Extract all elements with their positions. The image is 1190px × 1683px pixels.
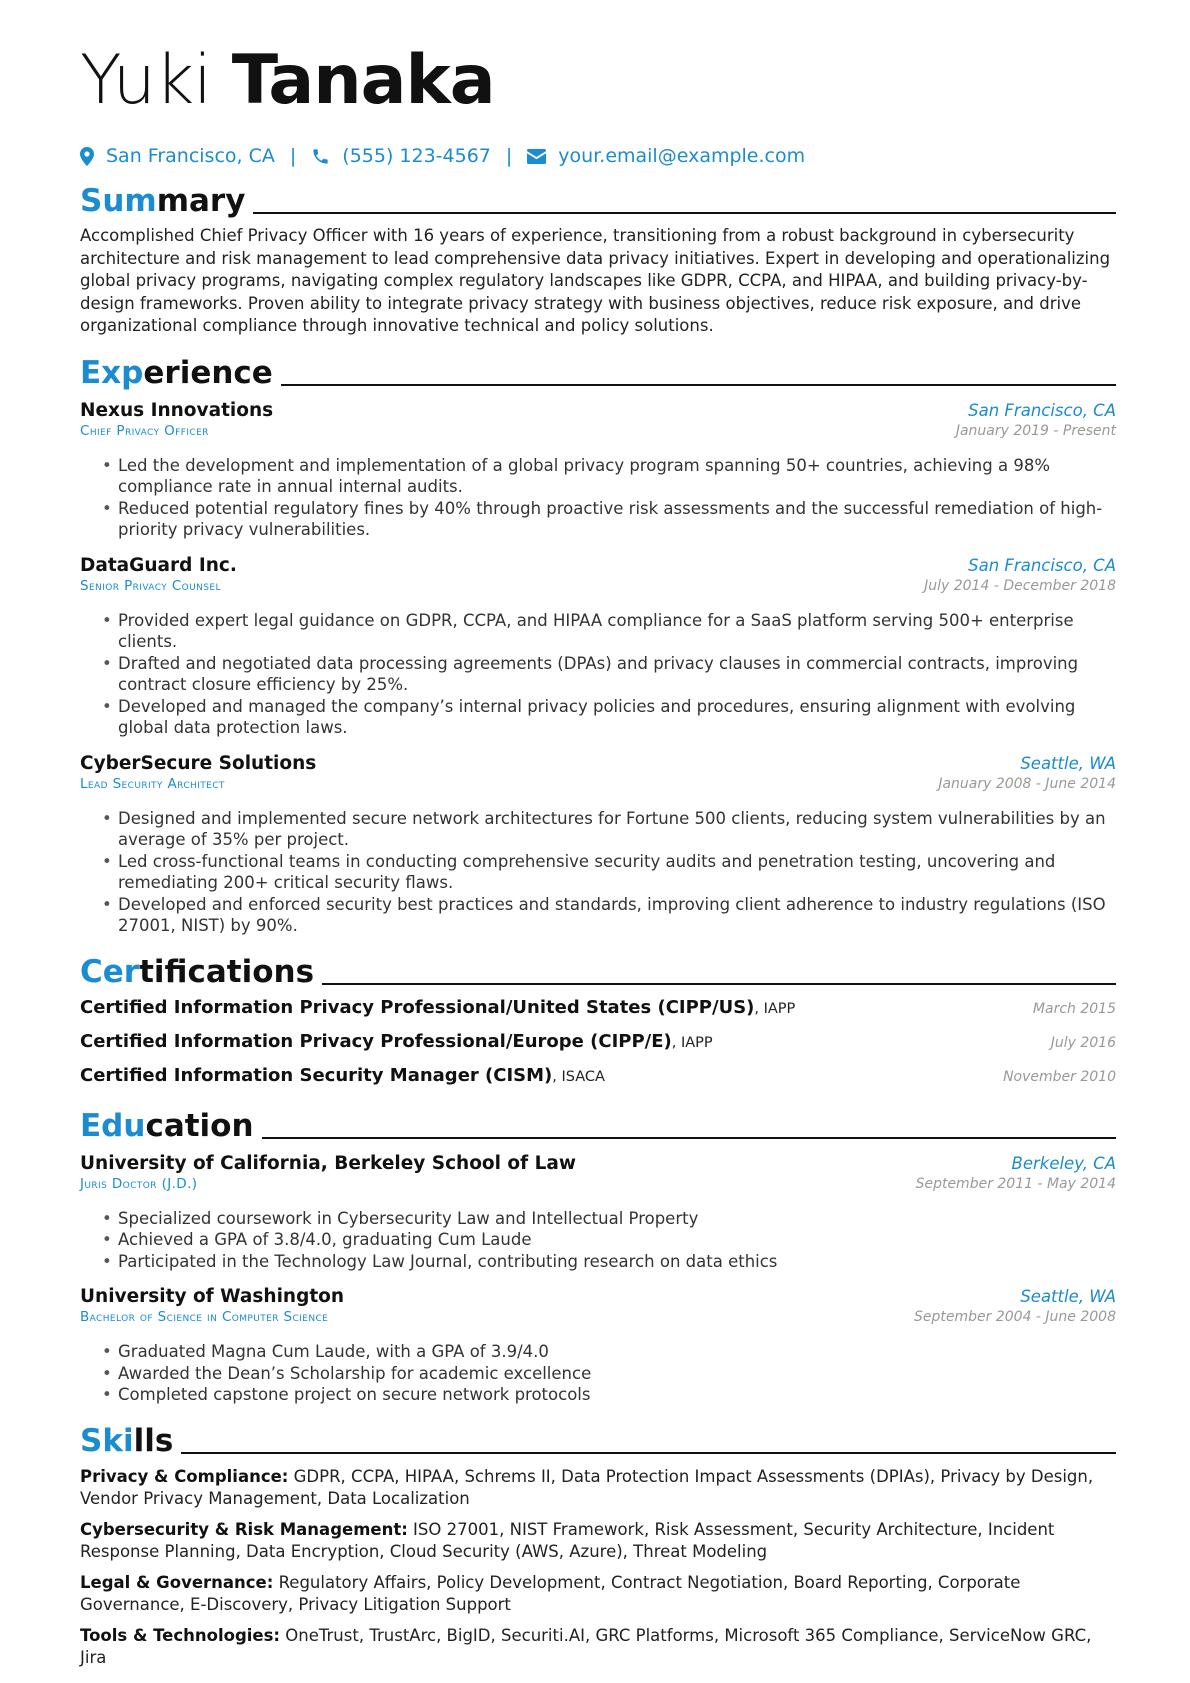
skill-group bbox=[80, 1572, 1116, 1617]
school-name: University of Washington bbox=[80, 1286, 345, 1308]
contact-line bbox=[80, 144, 1116, 168]
certification-list bbox=[80, 997, 1116, 1099]
section-rule bbox=[253, 212, 1116, 214]
section-header-experience bbox=[80, 352, 1116, 392]
skill-group bbox=[80, 1519, 1116, 1564]
entry-dates: September 2004 - June 2008 bbox=[914, 1309, 1116, 1326]
skill-category: Privacy & Compliance: bbox=[80, 1466, 289, 1486]
degree: Bachelor of Science in Computer Science bbox=[80, 1309, 329, 1326]
section-title: Summary bbox=[80, 183, 246, 219]
map-pin-icon bbox=[80, 147, 94, 166]
section-title: Education bbox=[80, 1107, 254, 1144]
certification-date: July 2016 bbox=[1050, 1034, 1116, 1051]
entry-dates: January 2008 - June 2014 bbox=[938, 775, 1116, 792]
last-name: Tanaka bbox=[231, 41, 495, 120]
skills-list bbox=[80, 1466, 1116, 1670]
first-name: Yuki bbox=[80, 41, 212, 120]
experience-entry bbox=[80, 555, 1116, 739]
section-header-summary bbox=[80, 180, 1116, 220]
bullet-list bbox=[80, 1208, 1116, 1273]
certification-date: November 2010 bbox=[1003, 1068, 1116, 1085]
certification-issuer: , IAPP bbox=[754, 1000, 796, 1017]
bullet-item: • Developed and managed the company’s internal privacy policies and procedures, ensuring alignment with evolving global data protection laws. bbox=[80, 696, 1116, 739]
experience-entry bbox=[80, 753, 1116, 937]
job-title: Chief Privacy Officer bbox=[80, 422, 209, 439]
entry-location: Seattle, WA bbox=[1020, 1287, 1116, 1307]
section-header-skills bbox=[80, 1420, 1116, 1460]
bullet-list bbox=[80, 610, 1116, 739]
bullet-list bbox=[80, 808, 1116, 937]
contact-location: San Francisco, CA bbox=[106, 145, 275, 167]
contact-email[interactable]: your.email@example.com bbox=[558, 145, 806, 167]
certification-item bbox=[80, 1065, 1116, 1099]
section-rule bbox=[281, 384, 1116, 386]
skill-items: GDPR, CCPA, HIPAA, Schrems II, Data Protection Impact Assessments (DPIAs), Privacy by Design, Vendor Privacy Management, Data Localization bbox=[80, 1466, 1094, 1509]
education-entry bbox=[80, 1153, 1116, 1273]
phone-icon bbox=[311, 147, 330, 166]
candidate-name bbox=[80, 40, 1116, 122]
entry-dates: July 2014 - December 2018 bbox=[924, 577, 1116, 594]
skill-category: Legal & Governance: bbox=[80, 1572, 274, 1592]
certification-issuer: , ISACA bbox=[552, 1068, 605, 1085]
bullet-list bbox=[80, 455, 1116, 541]
contact-phone[interactable]: (555) 123-4567 bbox=[342, 145, 491, 167]
envelope-icon bbox=[527, 149, 546, 164]
entry-dates: September 2011 - May 2014 bbox=[915, 1175, 1116, 1192]
section-rule bbox=[181, 1452, 1116, 1454]
bullet-item: • Developed and enforced security best practices and standards, improving client adherence to industry regulations (ISO 27001, NIST) by 90%. bbox=[80, 894, 1116, 937]
certification-name: Certified Information Security Manager (CISM) bbox=[80, 1064, 553, 1086]
skill-group bbox=[80, 1625, 1116, 1670]
certification-item bbox=[80, 997, 1116, 1031]
resume-page bbox=[80, 40, 1116, 1670]
section-header-education bbox=[80, 1105, 1116, 1145]
job-title: Senior Privacy Counsel bbox=[80, 577, 221, 594]
section-rule bbox=[262, 1137, 1116, 1139]
certification-issuer: , IAPP bbox=[671, 1034, 713, 1051]
certification-item bbox=[80, 1031, 1116, 1065]
section-header-certifications bbox=[80, 951, 1116, 991]
entry-location: San Francisco, CA bbox=[968, 555, 1116, 575]
bullet-item: • Designed and implemented secure network architectures for Fortune 500 clients, reducing system vulnerabilities by an average of 35% per project. bbox=[80, 808, 1116, 851]
entry-location: San Francisco, CA bbox=[968, 400, 1116, 420]
bullet-item: • Reduced potential regulatory fines by 40% through proactive risk assessments and the successful remediation of high-priority privacy vulnerabilities. bbox=[80, 498, 1116, 541]
employer-name: Nexus Innovations bbox=[80, 399, 274, 421]
bullet-item: • Completed capstone project on secure network protocols bbox=[80, 1384, 1116, 1406]
entry-dates: January 2019 - Present bbox=[955, 422, 1116, 439]
degree: Juris Doctor (J.D.) bbox=[80, 1175, 198, 1192]
certification-name: Certified Information Privacy Professional/United States (CIPP/US) bbox=[80, 996, 755, 1018]
bullet-item: • Graduated Magna Cum Laude, with a GPA of 3.9/4.0 bbox=[80, 1341, 1116, 1363]
skill-category: Cybersecurity & Risk Management: bbox=[80, 1519, 408, 1539]
section-rule bbox=[322, 983, 1116, 985]
entry-location: Berkeley, CA bbox=[1011, 1153, 1116, 1173]
bullet-item: • Drafted and negotiated data processing agreements (DPAs) and privacy clauses in commercial contracts, improving contract closure efficiency by 25%. bbox=[80, 653, 1116, 696]
section-title: Certifications bbox=[80, 953, 315, 990]
bullet-item: • Led cross-functional teams in conducting comprehensive security audits and penetration testing, uncovering and remediating 200+ critical security flaws. bbox=[80, 851, 1116, 894]
skill-items: ISO 27001, NIST Framework, Risk Assessment, Security Architecture, Incident Response Planning, Data Encryption, Cloud Security (AWS, Azure), Threat Modeling bbox=[80, 1519, 1055, 1562]
skill-items: OneTrust, TrustArc, BigID, Securiti.AI, GRC Platforms, Microsoft 365 Compliance, ServiceNow GRC, Jira bbox=[80, 1625, 1092, 1668]
experience-entry bbox=[80, 400, 1116, 541]
bullet-item: • Led the development and implementation of a global privacy program spanning 50+ countries, achieving a 98% compliance rate in annual internal audits. bbox=[80, 455, 1116, 498]
school-name: University of California, Berkeley School of Law bbox=[80, 1152, 576, 1174]
skill-items: Regulatory Affairs, Policy Development, Contract Negotiation, Board Reporting, Corporate Governance, E-Discovery, Privacy Litigation Support bbox=[80, 1572, 1021, 1615]
contact-separator: | bbox=[505, 145, 513, 167]
employer-name: CyberSecure Solutions bbox=[80, 752, 317, 774]
education-entry bbox=[80, 1286, 1116, 1406]
bullet-item: • Participated in the Technology Law Journal, contributing research on data ethics bbox=[80, 1251, 1116, 1273]
skill-group bbox=[80, 1466, 1116, 1511]
bullet-item: • Specialized coursework in Cybersecurity Law and Intellectual Property bbox=[80, 1208, 1116, 1230]
skill-category: Tools & Technologies: bbox=[80, 1625, 281, 1645]
section-title: Experience bbox=[80, 354, 273, 391]
employer-name: DataGuard Inc. bbox=[80, 554, 237, 576]
certification-date: March 2015 bbox=[1032, 1000, 1116, 1017]
contact-separator: | bbox=[289, 145, 297, 167]
bullet-item: • Achieved a GPA of 3.8/4.0, graduating Cum Laude bbox=[80, 1229, 1116, 1251]
section-title: Skills bbox=[80, 1422, 174, 1459]
summary-text: Accomplished Chief Privacy Officer with 16 years of experience, transitioning from a robust background in cybersecurity architecture and risk management to lead comprehensive data privacy initiatives. Expert in developing and operationalizing global privacy programs, navigating complex regulatory landscapes like GDPR, CCPA, and HIPAA, and building privacy-by-design frameworks. Proven ability to integrate privacy strategy with business objectives, reduce risk exposure, and drive organizational compliance through innovative technical and policy solutions. bbox=[80, 226, 1111, 336]
job-title: Lead Security Architect bbox=[80, 775, 225, 792]
certification-name: Certified Information Privacy Professional/Europe (CIPP/E) bbox=[80, 1030, 672, 1052]
entry-location: Seattle, WA bbox=[1020, 753, 1116, 773]
bullet-list bbox=[80, 1341, 1116, 1406]
bullet-item: • Provided expert legal guidance on GDPR, CCPA, and HIPAA compliance for a SaaS platform serving 500+ enterprise clients. bbox=[80, 610, 1116, 653]
bullet-item: • Awarded the Dean’s Scholarship for academic excellence bbox=[80, 1363, 1116, 1385]
